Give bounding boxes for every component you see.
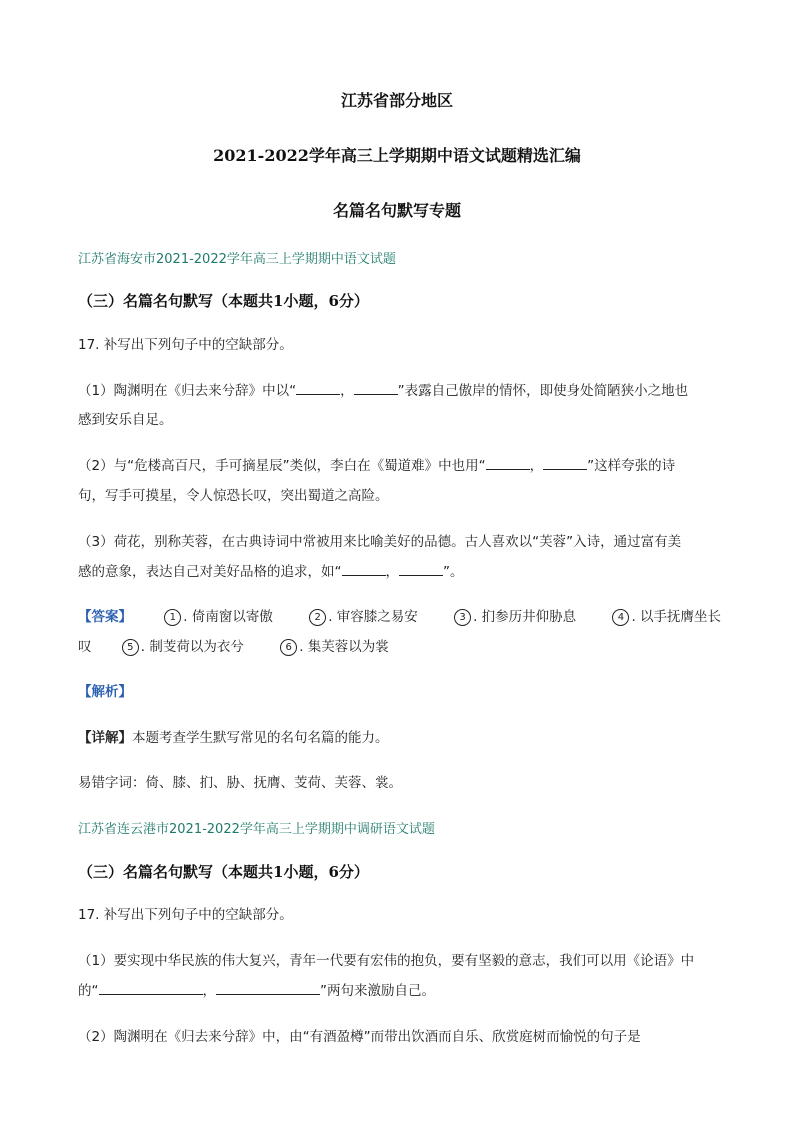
analysis-label-text: 【解析】 <box>78 684 132 700</box>
q1-line-2: 感到安乐自足。 <box>78 412 173 428</box>
text: ”两句来激励自己。 <box>320 983 435 999</box>
text: 感的意象，表达自己对美好品格的追求，如“ <box>78 564 342 580</box>
section-heading: （三）名篇名句默写（本题共1小题，6分） <box>78 292 369 310</box>
source-lianyungang: 江苏省连云港市2021-2022学年高三上学期期中调研语文试题 <box>78 822 435 837</box>
text: ， <box>202 983 216 999</box>
question-17: 17. 补写出下列句子中的空缺部分。 <box>78 337 293 353</box>
answer-line-2 <box>78 632 718 663</box>
blank <box>216 980 320 995</box>
circled-number: 3 <box>454 609 471 626</box>
answer-item <box>122 632 244 663</box>
blank <box>486 455 530 470</box>
detail-text: 本题考查学生默写常见的名句名篇的能力。 <box>132 730 389 746</box>
doc-title-region: 江苏省部分地区 <box>340 91 453 110</box>
answer-line-1 <box>78 602 722 633</box>
text: ， <box>529 458 544 474</box>
blank <box>399 561 443 576</box>
source-haian: 江苏省海安市2021-2022学年高三上学期期中语文试题 <box>78 252 396 267</box>
text: ”这样夸张的诗 <box>587 458 676 474</box>
section-heading: （三）名篇名句默写（本题共1小题，6分） <box>78 863 369 881</box>
doc-title-topic: 名篇名句默写专题 <box>332 201 461 220</box>
blank <box>296 380 340 395</box>
circled-number: 5 <box>122 639 139 656</box>
q1-line-1 <box>78 376 718 407</box>
detail-label: 【详解】 <box>78 730 132 746</box>
answer-cont: 叹 <box>78 639 92 655</box>
text: ”表露自己傲岸的情怀，即使身处简陋狭小之地也 <box>397 383 689 399</box>
answer-text: . 制芰荷以为衣兮 <box>140 639 244 655</box>
detail-line <box>78 723 718 754</box>
blank <box>354 380 398 395</box>
answer-item <box>280 632 389 663</box>
text: ， <box>340 383 354 399</box>
q3-line-2 <box>78 557 718 588</box>
circled-number: 6 <box>280 639 297 656</box>
answer-item <box>309 602 418 633</box>
answer-text: . 审容膝之易安 <box>328 609 418 625</box>
question-17: 17. 补写出下列句子中的空缺部分。 <box>78 907 293 923</box>
circled-number: 1 <box>164 609 181 626</box>
circled-number: 2 <box>309 609 326 626</box>
q1-line-2 <box>78 976 718 1007</box>
q2-line-2: 句，写手可摸星，令人惊恐长叹，突出蜀道之高险。 <box>78 488 389 504</box>
answer-item <box>164 602 273 633</box>
text: 的“ <box>78 983 99 999</box>
circled-number: 4 <box>612 609 629 626</box>
doc-title-main: 2021-2022学年高三上学期期中语文试题精选汇编 <box>213 146 581 165</box>
q1-line-1: （1）要实现中华民族的伟大复兴，青年一代要有宏伟的抱负，要有坚毅的意志，我们可以用《论语》中 <box>78 953 695 969</box>
text: （2）与“危楼高百尺，手可摘星辰”类似，李白在《蜀道难》中也用“ <box>78 458 486 474</box>
q2-line-1: （2）陶渊明在《归去来兮辞》中，由“有酒盈樽”而带出饮酒而自乐、欣赏庭树而愉悦的句子是 <box>78 1029 641 1045</box>
analysis-label <box>78 677 718 708</box>
q3-line-1: （3）荷花，别称芙蓉，在古典诗词中常被用来比喻美好的品德。古人喜欢以“芙蓉”入诗，通过富有美 <box>78 534 682 550</box>
answer-text: . 以手抚膺坐长 <box>631 609 722 625</box>
text: ”。 <box>443 564 464 580</box>
blank <box>342 561 386 576</box>
answer-label: 【答案】 <box>78 609 132 625</box>
answer-text: . 扪参历井仰胁息 <box>473 609 577 625</box>
blank <box>99 980 203 995</box>
text: （1）陶渊明在《归去来兮辞》中以“ <box>78 383 297 399</box>
error-words: 易错字词：倚、膝、扪、胁、抚膺、芰荷、芙蓉、裳。 <box>78 775 402 791</box>
answer-item <box>454 602 576 633</box>
answer-item <box>612 602 721 633</box>
answer-text: . 倚南窗以寄傲 <box>183 609 273 625</box>
answer-text: . 集芙蓉以为裳 <box>299 639 389 655</box>
q2-line-1 <box>78 451 718 482</box>
text: ， <box>385 564 399 580</box>
blank <box>543 455 587 470</box>
